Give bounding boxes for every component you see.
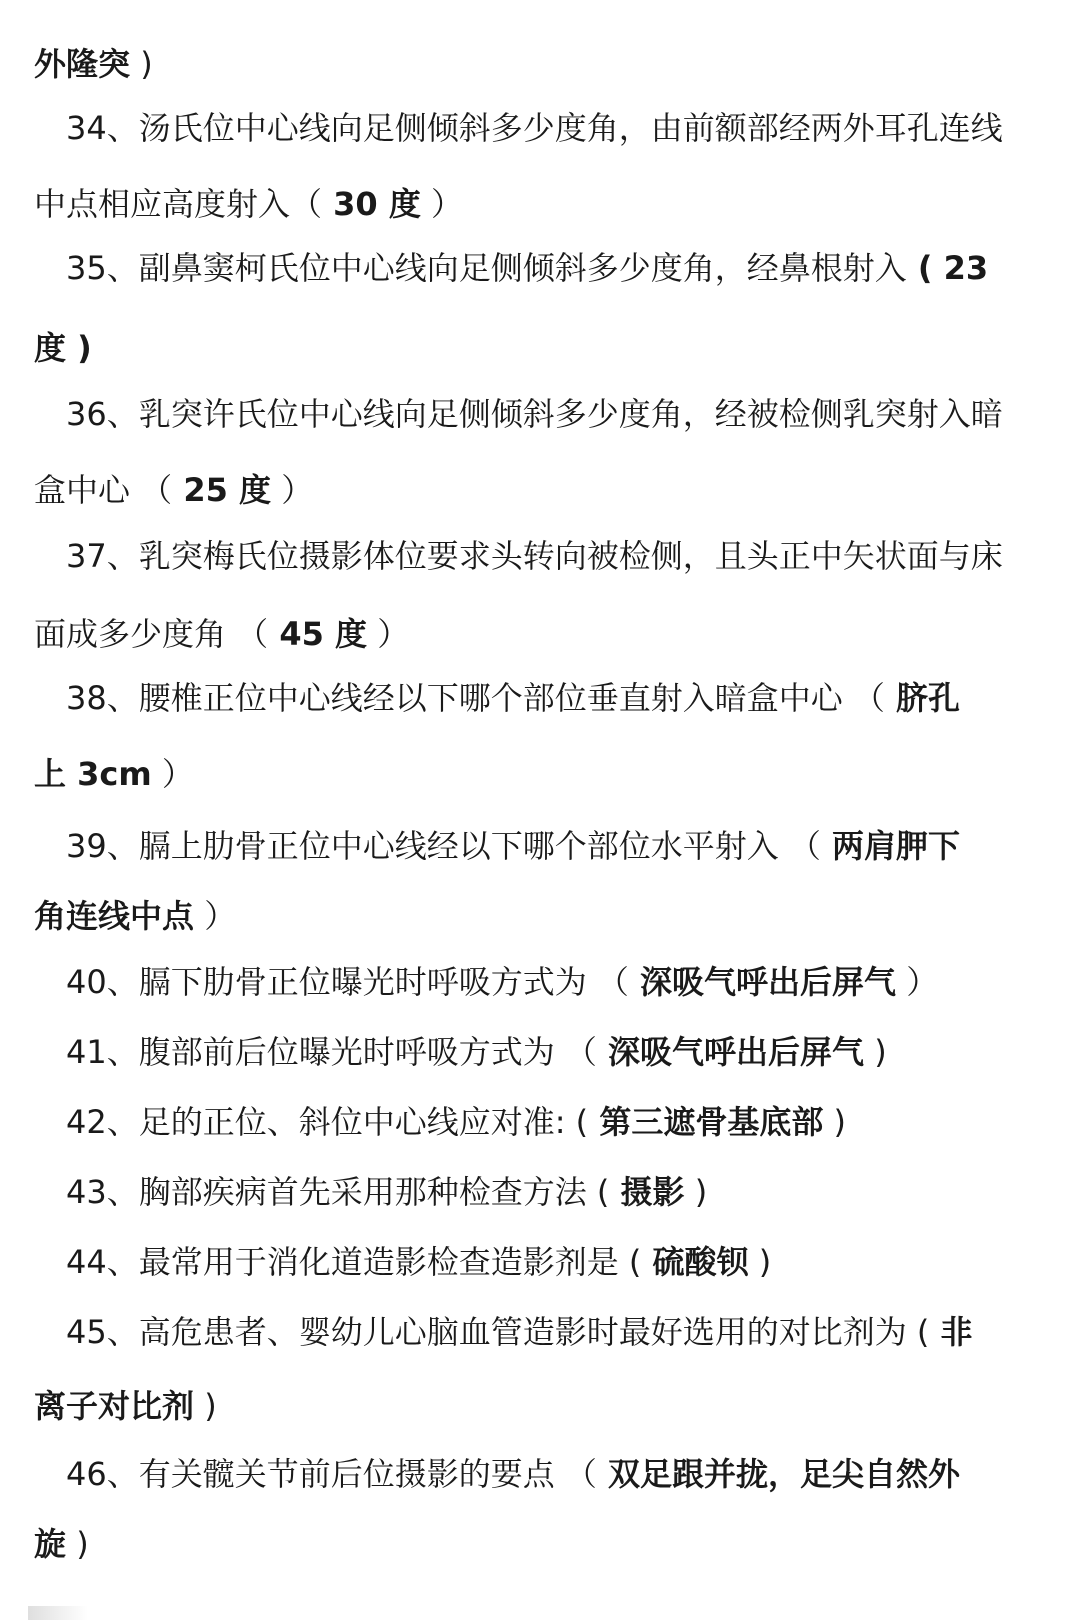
text-line [66, 1030, 1056, 1074]
text-line [66, 824, 1056, 868]
text-line [34, 752, 1056, 796]
text-line [34, 326, 1056, 370]
question-text: 39、膈上肋骨正位中心线经以下哪个部位水平射入 （ [66, 827, 821, 865]
closing-text: ) [748, 1243, 772, 1281]
question-text: 34、汤氏位中心线向足侧倾斜多少度角，由前额部经两外耳孔连线 [66, 109, 1003, 147]
closing-text: ） [271, 471, 314, 509]
answer-text: 脐孔 [884, 679, 961, 717]
closing-text: ） [367, 615, 410, 653]
closing-text: ） [151, 755, 194, 793]
answer-text: 30 度 [322, 185, 421, 223]
closing-text: ) [130, 45, 153, 83]
text-line [66, 1100, 1056, 1144]
text-line [66, 1452, 1056, 1496]
text-line [66, 246, 1056, 290]
question-text: 38、腰椎正位中心线经以下哪个部位垂直射入暗盒中心 （ [66, 679, 885, 717]
question-text: 35、副鼻窦柯氏位中心线向足侧倾斜多少度角，经鼻根射入 [66, 249, 907, 287]
closing-text: ) [66, 1525, 89, 1563]
text-line [34, 1384, 1056, 1428]
text-line [66, 960, 1056, 1004]
question-text: 41、腹部前后位曝光时呼吸方式为 （ [66, 1033, 597, 1071]
question-text: 46、有关髋关节前后位摄影的要点 （ [66, 1455, 597, 1493]
closing-text: ) [823, 1103, 846, 1141]
answer-text: 双足跟并拢，足尖自然外 [596, 1455, 961, 1493]
text-line [34, 894, 1056, 938]
closing-text: ) [864, 1033, 887, 1071]
question-text: 中点相应高度射入（ [34, 185, 323, 223]
answer-text: 角连线中点 [34, 897, 195, 935]
text-line [34, 42, 1056, 86]
answer-text: 第三遮骨基底部 [588, 1103, 824, 1141]
text-line [66, 1170, 1056, 1214]
answer-text: 非 [929, 1313, 973, 1351]
answer-text: 外隆突 [34, 45, 131, 83]
answer-text: 度 ) [34, 329, 92, 367]
answer-text: 离子对比剂 [34, 1387, 195, 1425]
question-text: 盒中心 （ [34, 471, 173, 509]
text-line [66, 392, 1056, 436]
question-text: 45、高危患者、婴幼儿心脑血管造影时最好选用的对比剂为 ( [66, 1313, 930, 1351]
answer-text: 25 度 [172, 471, 272, 509]
answer-text: 深吸气呼出后屏气 [596, 1033, 865, 1071]
text-line [66, 1240, 1056, 1284]
text-line [34, 1522, 1056, 1566]
question-text: 36、乳突许氏位中心线向足侧倾斜多少度角，经被检侧乳突射入暗 [66, 395, 1003, 433]
answer-text: 上 3cm [34, 755, 152, 793]
answer-text: 两肩胛下 [820, 827, 961, 865]
text-line [66, 676, 1056, 720]
question-text: 44、最常用于消化道造影检查造影剂是 ( [66, 1243, 642, 1281]
answer-text: 摄影 [609, 1173, 685, 1211]
text-line [34, 612, 1056, 656]
text-line [66, 534, 1056, 578]
answer-text: 45 度 [268, 615, 368, 653]
text-line [66, 1310, 1056, 1354]
text-line [34, 182, 1056, 226]
answer-text: 深吸气呼出后屏气 [628, 963, 897, 1001]
answer-text: ( 23 [906, 249, 989, 287]
answer-text: 硫酸钡 [641, 1243, 749, 1281]
question-text: 面成多少度角 （ [34, 615, 269, 653]
closing-text: ） [896, 963, 939, 1001]
cropped-smudge [28, 1606, 88, 1620]
closing-text: ） [420, 185, 464, 223]
question-text: 37、乳突梅氏位摄影体位要求头转向被检侧，且头正中矢状面与床 [66, 537, 1003, 575]
closing-text: ) [194, 1387, 217, 1425]
text-line [66, 106, 1056, 150]
closing-text: ) [684, 1173, 708, 1211]
closing-text: ） [194, 897, 237, 935]
answer-text: 旋 [34, 1525, 67, 1563]
question-text: 40、膈下肋骨正位曝光时呼吸方式为 （ [66, 963, 629, 1001]
question-text: 43、胸部疾病首先采用那种检查方法 ( [66, 1173, 610, 1211]
text-line [34, 468, 1056, 512]
question-text: 42、足的正位、斜位中心线应对准: ( [66, 1103, 589, 1141]
